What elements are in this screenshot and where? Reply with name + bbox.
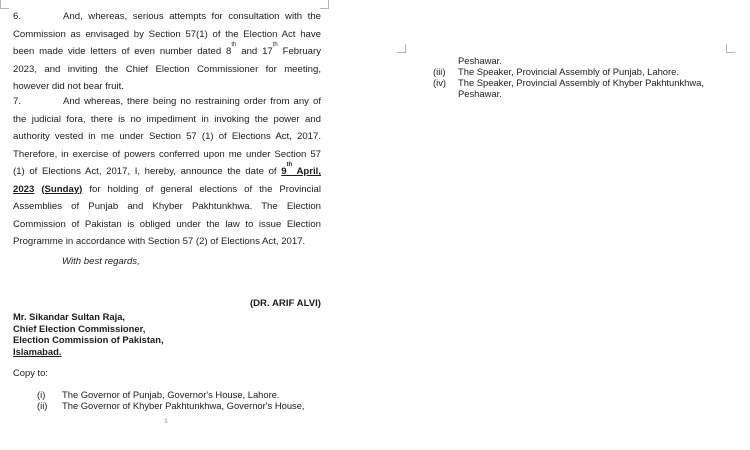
list-item [37,400,337,411]
closing-salutation: With best regards, [62,256,140,267]
paragraph-text: February 2023, and inviting the Chief Election Commissioner for meeting, however did not bear fruit. [13,46,321,92]
list-item-number: (iv) [433,77,447,88]
signature-name: (DR. ARIF ALVI) [249,298,321,309]
document-page-left [0,0,345,450]
paragraph-text: And, whereas, serious attempts for consultation with the Commission as envisaged by Section 57(1) of the Election Act have been made vide letters of even number dated 8 [13,11,321,57]
paragraph-number: 6. [13,11,22,22]
list-item-number: (i) [37,389,46,400]
list-item-text: The Governor of Khyber Pakhtunkhwa, Governor's House, [62,400,305,411]
addressee-city: Islamabad. [13,345,62,357]
addressee-organization: Election Commission of Pakistan, [13,334,164,345]
paragraph-text: for holding of general elections of the Provincial Assemblies of Punjab and Khyber Pakhtunkhwa. The Election Commission of Pakistan is obliged under the law to issue Election Programme in accordance with Section 57 (2) of Elections Act, 2017. [13,183,321,247]
copy-list-continued [433,55,733,99]
crop-mark [726,44,735,53]
paragraph-number: 7. [13,96,22,107]
election-weekday: (Sunday) [41,183,83,195]
page-number: 3 [164,418,168,425]
addressee-title: Chief Election Commissioner, [13,322,146,334]
election-date: 9th April, 2023 [13,162,321,195]
list-item-text: The Speaker, Provincial Assembly of Punjab, Lahore. [458,66,679,77]
addressee-name: Mr. Sikandar Sultan Raja, [13,311,126,322]
list-continuation: Peshawar. [458,55,502,66]
list-continuation: Peshawar. [458,88,502,99]
crop-mark [0,0,9,9]
list-item [433,66,733,77]
list-item-text: The Governor of Punjab, Governor's House, Lahore. [62,389,280,400]
copy-list [37,389,337,411]
list-item [37,389,337,400]
paragraph-7 [13,93,321,251]
list-item-text: The Speaker, Provincial Assembly of Khyber Pakhtunkhwa, [458,77,704,88]
superscript: th [231,42,237,48]
list-item-number: (iii) [433,66,446,77]
paragraph-text: and 17 [236,46,273,57]
crop-mark [320,0,329,9]
list-item [433,77,733,88]
crop-mark [397,44,406,53]
superscript: th [272,42,278,48]
addressee-block [13,311,164,357]
copy-to-label: Copy to: [13,367,48,378]
list-item-number: (ii) [37,400,48,411]
paragraph-6 [13,8,321,96]
paragraph-text: And whereas, there being no restraining order from any of the judicial fora, there is no impediment in invoking the power and authority vested in me under Section 57 (1) of Elections Act, 2017. Therefore, in exercise of powers conferred upon me under Section 57 (1) of Elections Act, 2017, I, hereby, announce the date of [13,96,321,177]
